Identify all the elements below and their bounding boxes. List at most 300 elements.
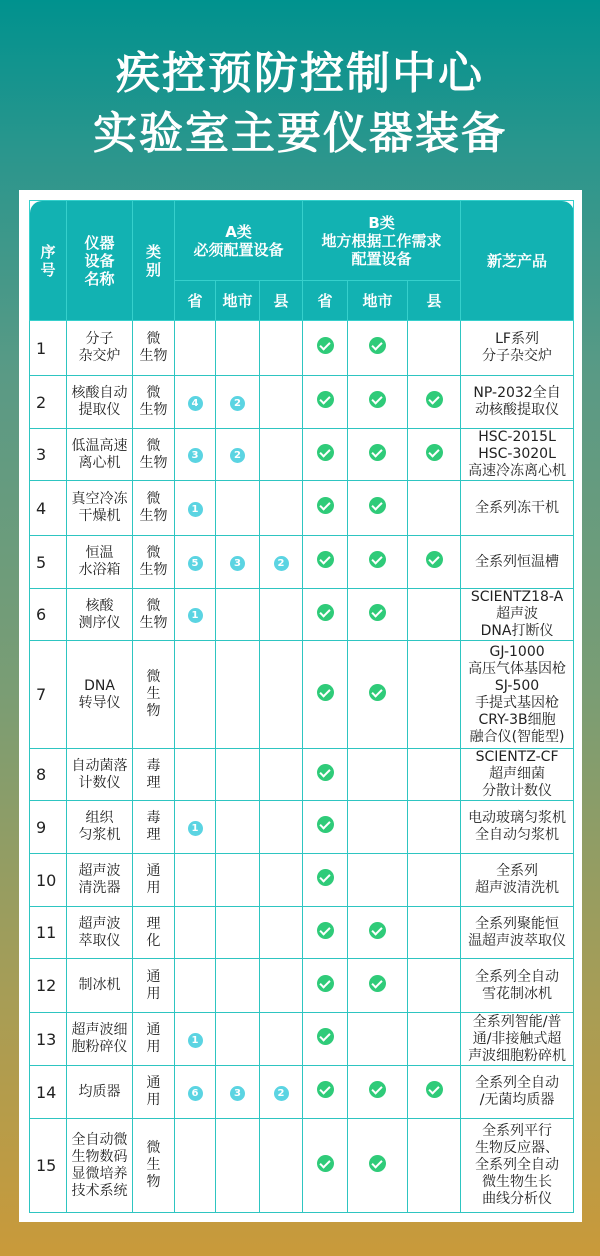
product-line: 分子杂交炉 [482,348,553,364]
row-name [67,589,133,641]
product-line: 全系列全自动 [475,1157,560,1173]
header-line: B类 [368,213,395,232]
table-panel [19,190,582,1222]
product-line: 动核酸提取仪 [475,402,560,418]
b-county-cell [408,959,461,1013]
header-line: A类 [225,222,252,241]
row-name [67,854,133,907]
a-province-cell [175,321,216,376]
table-row [30,429,574,481]
a-county-cell [260,801,303,854]
b-city-cell [348,749,408,801]
category-line: 生物 [139,614,168,631]
row-seq: 13 [30,1013,67,1066]
row-product [461,1066,574,1119]
a-city-cell [216,1119,260,1213]
name-line: 低温高速 [71,437,128,454]
table-row [30,589,574,641]
a-city-cell [216,959,260,1013]
a-city-cell [216,1013,260,1066]
table-row [30,1066,574,1119]
b-city-cell [348,321,408,376]
count-badge: 3 [188,448,203,463]
header-category [133,201,175,321]
b-province-cell [303,1013,348,1066]
b-province-cell [303,321,348,376]
product-line: 手提式基因枪 [475,694,560,711]
count-badge: 1 [188,1033,203,1048]
count-badge: 6 [188,1086,203,1101]
a-county-cell [260,589,303,641]
check-circle-icon [369,922,386,939]
product-line: 分散计数仪 [482,783,553,799]
product-line: 全自动匀浆机 [475,827,560,843]
name-line: 水浴箱 [78,562,121,578]
row-category [133,959,175,1013]
b-province-cell [303,536,348,589]
check-circle-icon [426,391,443,408]
product-line: 全系列 [496,863,539,879]
header-a-county: 县 [260,281,303,321]
b-province-cell [303,907,348,959]
a-city-cell [216,481,260,536]
check-circle-icon [317,551,334,568]
table-row [30,854,574,907]
row-name [67,321,133,376]
name-line: 干燥机 [78,508,121,524]
check-circle-icon [317,444,334,461]
row-category [133,907,175,959]
b-province-cell [303,589,348,641]
name-line: 测序仪 [78,614,121,631]
b-city-cell [348,429,408,481]
row-name [67,1066,133,1119]
row-category [133,1119,175,1213]
header-line: 必须配置设备 [193,240,284,259]
product-line: 全系列全自动 [475,1075,560,1091]
name-line: 真空冷冻 [71,491,128,507]
count-badge: 2 [274,556,289,571]
b-county-cell [408,907,461,959]
a-province-cell [175,801,216,854]
b-city-cell [348,589,408,641]
b-city-cell [348,1119,408,1213]
check-circle-icon [369,444,386,461]
b-county-cell [408,481,461,536]
row-seq: 6 [30,589,67,641]
count-badge: 2 [274,1086,289,1101]
name-line: 清洗器 [78,880,121,896]
row-category [133,429,175,481]
row-name [67,536,133,589]
category-line: 毒 [146,810,161,826]
row-seq: 11 [30,907,67,959]
header-seq [30,201,67,321]
a-county-cell [260,536,303,589]
name-line: 杂交炉 [78,348,121,364]
check-circle-icon [317,391,334,408]
row-product [461,801,574,854]
name-line: 生物数码 [71,1148,128,1165]
row-category [133,749,175,801]
product-line: 通/非接触式超 [472,1030,562,1047]
product-line: 全系列冻干机 [475,499,560,516]
product-line: SCIENTZ18-A [470,589,564,605]
category-line: 化 [146,932,161,949]
name-line: 匀浆机 [78,827,121,843]
header-a-province: 省 [175,281,216,321]
header-b-province: 省 [303,281,348,321]
row-seq: 1 [30,321,67,376]
category-line: 生 [146,686,161,702]
b-city-cell [348,1066,408,1119]
a-city-cell [216,907,260,959]
product-line: 全系列恒温槽 [475,553,560,570]
check-circle-icon [317,869,334,886]
product-line: 生物反应器、 [475,1140,560,1156]
row-seq: 2 [30,376,67,429]
table-row [30,321,574,376]
row-category [133,801,175,854]
check-circle-icon [317,337,334,354]
category-line: 通 [146,1022,161,1038]
b-city-cell [348,801,408,854]
name-line: 制冰机 [78,977,121,993]
category-line: 理 [146,827,161,843]
table-row [30,376,574,429]
category-line: 用 [146,985,161,1002]
b-city-cell [348,376,408,429]
product-line: CRY-3B细胞 [478,711,556,728]
category-line: 用 [146,1092,161,1108]
name-line: 超声波细 [71,1022,128,1038]
name-line: 组织 [85,810,114,826]
count-badge: 3 [230,1086,245,1101]
check-circle-icon [317,1081,334,1098]
product-line: SJ-500 [494,677,540,694]
check-circle-icon [369,975,386,992]
name-line: 超声波 [78,863,121,879]
category-line: 通 [146,968,161,985]
row-name [67,907,133,959]
count-badge: 2 [230,396,245,411]
b-city-cell [348,641,408,749]
a-city-cell [216,321,260,376]
check-circle-icon [369,391,386,408]
b-county-cell [408,376,461,429]
row-category [133,1013,175,1066]
category-line: 微 [146,545,161,561]
row-product [461,321,574,376]
category-line: 微 [146,491,161,507]
a-province-cell [175,481,216,536]
b-province-cell [303,801,348,854]
name-line: 技术系统 [71,1182,128,1199]
check-circle-icon [317,497,334,514]
table-row [30,1119,574,1213]
header-b-city: 地市 [348,281,408,321]
row-name [67,1119,133,1213]
name-line: 自动菌落 [71,757,128,774]
a-province-cell [175,854,216,907]
product-line: HSC-2015L [478,429,556,445]
category-line: 用 [146,880,161,896]
name-line: 提取仪 [78,402,121,418]
table-row [30,907,574,959]
header-line: 别 [145,260,161,279]
b-county-cell [408,429,461,481]
product-line: 温超声波萃取仪 [468,932,567,949]
header-line: 号 [40,260,56,279]
a-county-cell [260,321,303,376]
b-province-cell [303,854,348,907]
check-circle-icon [317,922,334,939]
count-badge: 2 [230,448,245,463]
b-county-cell [408,589,461,641]
table-row [30,481,574,536]
name-line: 超声波 [78,915,121,932]
name-line: 核酸 [85,597,114,614]
b-city-cell [348,481,408,536]
product-line: SCIENTZ-CF [475,749,559,765]
category-line: 微 [146,437,161,454]
row-name [67,1013,133,1066]
row-seq: 5 [30,536,67,589]
row-category [133,641,175,749]
b-county-cell [408,536,461,589]
check-circle-icon [369,1081,386,1098]
a-city-cell [216,801,260,854]
category-line: 用 [146,1039,161,1055]
a-county-cell [260,481,303,536]
category-line: 通 [146,863,161,879]
row-category [133,1066,175,1119]
row-category [133,536,175,589]
check-circle-icon [317,684,334,701]
b-county-cell [408,641,461,749]
check-circle-icon [317,975,334,992]
category-line: 微 [146,385,161,401]
b-province-cell [303,481,348,536]
category-line: 通 [146,1075,161,1091]
a-city-cell [216,749,260,801]
name-line: 分子 [85,331,114,347]
b-city-cell [348,1013,408,1066]
check-circle-icon [426,551,443,568]
header-line: 类 [145,242,161,261]
product-line: NP-2032全自 [473,385,561,401]
row-name [67,749,133,801]
name-line: 显微培养 [71,1165,128,1182]
a-county-cell [260,1013,303,1066]
row-product [461,1119,574,1213]
a-province-cell [175,536,216,589]
b-city-cell [348,959,408,1013]
a-county-cell [260,854,303,907]
count-badge: 3 [230,556,245,571]
row-product [461,1013,574,1066]
header-line: 设备 [84,251,115,270]
b-city-cell [348,907,408,959]
category-line: 生物 [139,562,168,578]
check-circle-icon [317,1028,334,1045]
a-county-cell [260,959,303,1013]
name-line: 胞粉碎仪 [71,1039,128,1055]
product-line: /无菌均质器 [479,1092,555,1108]
category-line: 生物 [139,454,168,471]
table-body [30,321,574,1213]
row-name [67,481,133,536]
check-circle-icon [369,551,386,568]
a-province-cell [175,1066,216,1119]
name-line: 计数仪 [78,774,121,791]
a-county-cell [260,907,303,959]
category-line: 生物 [139,508,168,524]
table-row [30,1013,574,1066]
category-line: 微 [146,1140,161,1156]
a-province-cell [175,749,216,801]
product-line: 全系列聚能恒 [475,915,560,932]
row-product [461,641,574,749]
check-circle-icon [426,1081,443,1098]
row-category [133,376,175,429]
category-line: 理 [146,915,161,932]
row-seq: 12 [30,959,67,1013]
check-circle-icon [317,604,334,621]
product-line: 全系列智能/普 [472,1013,562,1030]
check-circle-icon [369,497,386,514]
row-name [67,641,133,749]
b-county-cell [408,854,461,907]
header-product: 新芝产品 [461,201,574,321]
check-circle-icon [369,1155,386,1172]
product-line: HSC-3020L [478,446,556,462]
count-badge: 1 [188,608,203,623]
header-line: 地方根据工作需求 [321,231,442,250]
product-line: 超声细菌 [489,766,546,782]
table-row [30,959,574,1013]
a-province-cell [175,589,216,641]
name-line: 转导仪 [78,694,121,711]
category-line: 微 [146,597,161,614]
product-line: 微生物生长 [482,1174,553,1190]
row-seq: 4 [30,481,67,536]
product-line: 高压气体基因枪 [468,660,567,677]
name-line: DNA [84,677,115,694]
row-product [461,907,574,959]
a-city-cell [216,429,260,481]
category-line: 物 [146,1174,161,1190]
count-badge: 1 [188,821,203,836]
a-city-cell [216,536,260,589]
check-circle-icon [426,444,443,461]
a-province-cell [175,376,216,429]
page-title-line2: 实验室主要仪器装备 [93,108,507,159]
category-line: 生物 [139,348,168,364]
category-line: 生 [146,1157,161,1173]
check-circle-icon [317,1155,334,1172]
product-line: LF系列 [495,331,539,347]
header-line: 序 [40,242,56,261]
row-product [461,589,574,641]
category-line: 微 [146,331,161,347]
row-seq: 10 [30,854,67,907]
b-city-cell [348,854,408,907]
a-province-cell [175,907,216,959]
row-name [67,429,133,481]
row-product [461,429,574,481]
row-name [67,959,133,1013]
a-county-cell [260,1119,303,1213]
row-product [461,481,574,536]
header-line: 名称 [84,269,115,288]
b-city-cell [348,536,408,589]
name-line: 萃取仪 [78,932,121,949]
category-line: 生物 [139,402,168,418]
row-category [133,481,175,536]
header-line: 配置设备 [351,249,412,268]
header-line: 仪器 [84,233,115,252]
table-row [30,801,574,854]
table-row [30,641,574,749]
name-line: 恒温 [85,545,114,561]
row-product [461,959,574,1013]
count-badge: 1 [188,502,203,517]
a-county-cell [260,1066,303,1119]
a-county-cell [260,376,303,429]
category-line: 物 [146,703,161,719]
check-circle-icon [369,604,386,621]
product-line: 电动玻璃匀浆机 [468,810,567,826]
b-province-cell [303,1119,348,1213]
product-line: 雪花制冰机 [482,985,553,1002]
header-name [67,201,133,321]
row-seq: 9 [30,801,67,854]
check-circle-icon [317,816,334,833]
row-seq: 14 [30,1066,67,1119]
b-county-cell [408,321,461,376]
category-line: 理 [146,774,161,791]
category-line: 微 [146,669,161,685]
product-line: 全系列平行 [482,1123,553,1139]
count-badge: 4 [188,396,203,411]
row-category [133,589,175,641]
a-province-cell [175,429,216,481]
a-city-cell [216,589,260,641]
b-province-cell [303,641,348,749]
row-seq: 8 [30,749,67,801]
b-county-cell [408,1013,461,1066]
b-province-cell [303,376,348,429]
a-county-cell [260,749,303,801]
page-title-line1: 疾控预防控制中心 [116,48,484,99]
a-city-cell [216,376,260,429]
product-line: 超声波 [496,606,539,622]
a-province-cell [175,1119,216,1213]
row-name [67,801,133,854]
product-line: GJ-1000 [489,643,545,660]
row-product [461,536,574,589]
product-line: DNA打断仪 [480,623,554,639]
row-category [133,321,175,376]
equipment-table [29,200,574,1213]
b-county-cell [408,801,461,854]
product-line: 声波细胞粉碎机 [468,1047,567,1064]
a-province-cell [175,641,216,749]
check-circle-icon [369,684,386,701]
header-group-a [175,201,303,281]
row-seq: 15 [30,1119,67,1213]
